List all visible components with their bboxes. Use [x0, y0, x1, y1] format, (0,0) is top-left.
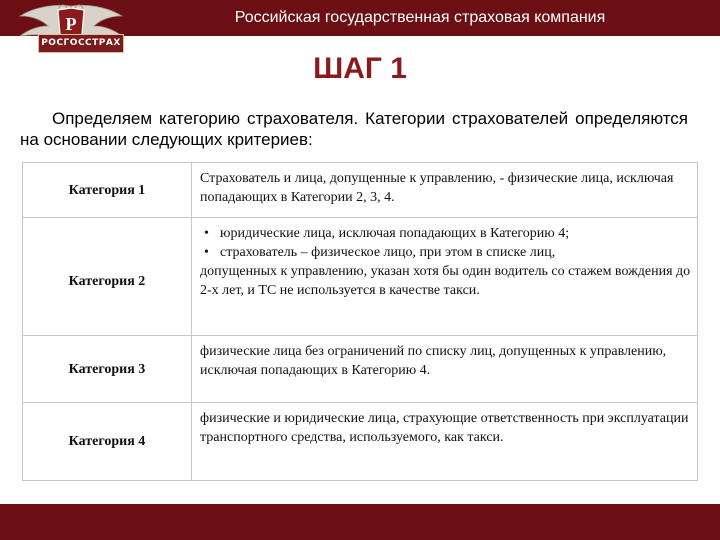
- category-description: физические лица без ограничений по списку лиц, допущенных к управлению, исключая попадающих в Категорию 4.: [192, 336, 698, 403]
- step-title: ШАГ 1: [313, 52, 407, 85]
- svg-text:P: P: [65, 14, 77, 34]
- category-continuation: допущенных к управлению, указан хотя бы один водитель со стажем вождения до 2-х лет, и ТС не используется в качестве такси.: [200, 264, 691, 298]
- category-label: Категория 1: [23, 163, 192, 218]
- table-row: [23, 218, 698, 336]
- category-label: Категория 3: [23, 336, 192, 403]
- category-description: [192, 218, 698, 336]
- intro-text: [20, 108, 688, 150]
- rosgosstrakh-logo: [6, 0, 136, 58]
- category-description: Страхователь и лица, допущенные к управлению, - физические лица, исключая попадающих в Категории 2, 3, 4.: [192, 163, 698, 218]
- table-row: [23, 163, 698, 218]
- criteria-table: [22, 162, 698, 481]
- table-row: [23, 403, 698, 481]
- category-description: физические и юридические лица, страхующие ответственность при эксплуатации транспортного средства, используемого, как такси.: [192, 403, 698, 481]
- list-item: • страхователь – физическое лицо, при этом в списке лиц,: [200, 243, 691, 262]
- table-row: [23, 336, 698, 403]
- header-title: Российская государственная страховая компания: [234, 9, 606, 26]
- list-item: • юридические лица, исключая попадающих в Категорию 4;: [200, 224, 691, 243]
- category-label: Категория 2: [23, 218, 192, 336]
- logo-banner: РОСГОССТРАХ: [38, 34, 124, 53]
- intro-paragraph: Определяем категорию страхователя. Категории страхователей определяются на основании следующих критериев:: [20, 109, 688, 149]
- footer-bar: [0, 504, 720, 540]
- category-bullets: [200, 224, 691, 262]
- category-label: Категория 4: [23, 403, 192, 481]
